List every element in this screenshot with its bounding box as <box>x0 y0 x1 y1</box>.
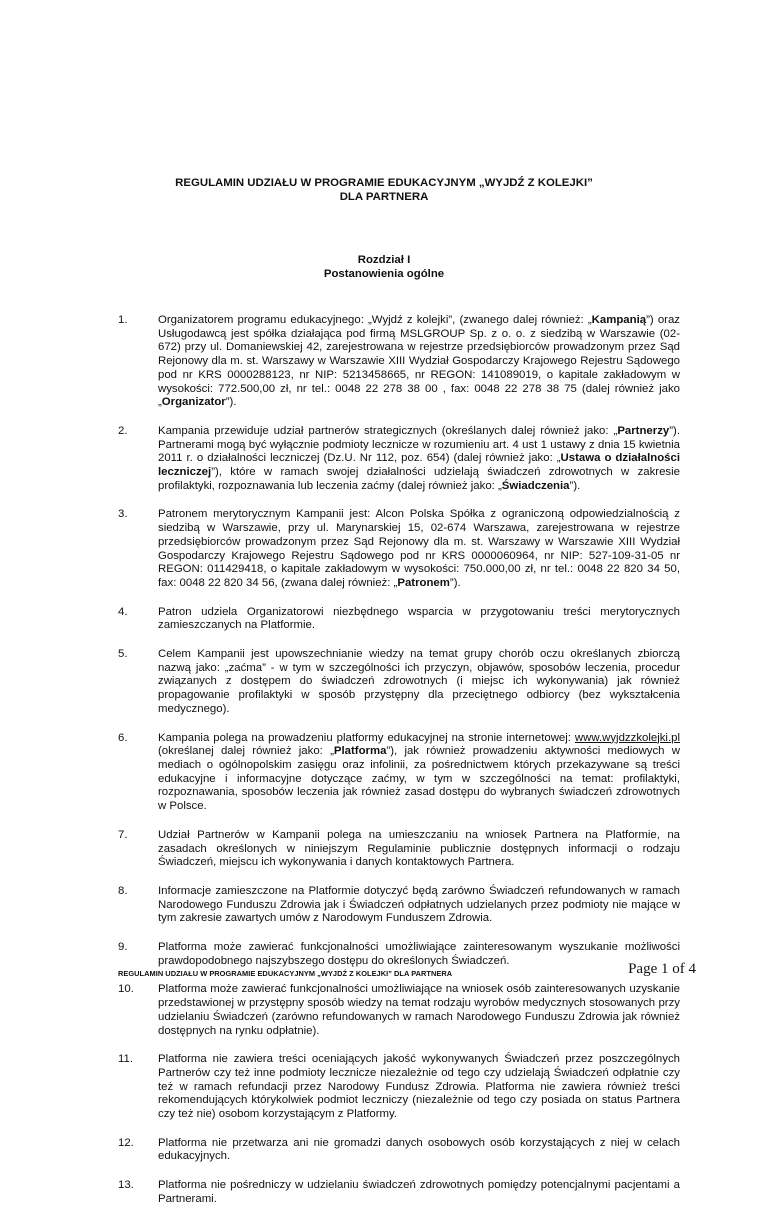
text-segment: ”), jak również prowadzeniu aktywności mediowych w mediach o ogólnopolskim zasięgu oraz infolinii, za pośrednictwem których przekazywane są treści edukacyjne i informacyjne dotyczące zaćmy, w tym w szczególności na temat: profilaktyki, rozpoznawania, sposobów leczenia jak również zasad dostępu do wybranych świadczeń zdrowotnych w Polsce. <box>158 745 680 813</box>
page-footer <box>0 961 768 983</box>
item-text <box>158 1137 680 1163</box>
item-number: 10. <box>118 983 134 996</box>
list-item <box>0 1179 768 1206</box>
footer-document-title: REGULAMIN UDZIAŁU W PROGRAMIE EDUKACYJNYM „WYJDŹ Z KOLEJKI” DLA PARTNERA <box>118 969 453 978</box>
list-item <box>0 314 768 410</box>
defined-term: Platforma <box>333 745 387 758</box>
defined-term: Partnerzy <box>617 424 670 437</box>
defined-term: Świadczenia <box>501 479 570 492</box>
text-segment: ”). <box>225 396 237 409</box>
item-number: 13. <box>118 1179 134 1192</box>
item-text <box>158 425 680 492</box>
text-segment: Kampania polega na prowadzeniu platformy edukacyjnej na stronie internetowej: <box>158 731 575 744</box>
text-segment: ”). <box>449 576 461 589</box>
item-text <box>158 508 680 589</box>
chapter-heading <box>0 253 768 281</box>
item-number: 5. <box>118 648 128 661</box>
provisions-list <box>0 314 768 1222</box>
website-link[interactable]: www.wyjdzzkolejki.pl <box>574 731 680 744</box>
item-number: 3. <box>118 508 128 521</box>
item-number: 12. <box>118 1136 134 1149</box>
defined-term: Ustawa o działalności leczniczej <box>158 452 680 479</box>
text-segment: Kampania przewiduje udział partnerów strategicznych (określanych dalej również jako: „ <box>158 424 618 437</box>
text-segment: Informacje zamieszczone na Platformie dotyczyć będą zarówno Świadczeń refundowanych w ramach Narodowego Funduszu Zdrowia jak i Świadczeń odpłatnych udzielanych przez podmioty nie mające w tym zakresie zawartych umów z Narodowym Funduszem Zdrowia. <box>158 884 680 925</box>
item-number: 1. <box>118 314 128 326</box>
text-segment: (określanej dalej również jako: „ <box>158 745 334 758</box>
page-number: Page 1 of 4 <box>628 961 696 977</box>
text-segment: Patronem merytorycznym Kampanii jest: Alcon Polska Spółka z ograniczoną odpowiedzialnością z siedzibą w Warszawie, przy ul. Marynarskiej 15, 02-674 Warszawa, zarejestrowana w rejestrze przedsiębiorców prowadzonym przez Sąd Rejonowy dla m. st. Warszawy w Warszawie XIII Wydział Gospodarczy Krajowego Rejestru Sądowego pod nr KRS 0000060964, nr NIP: 527-109-31-05 nr REGON: 011429418, o kapitale zakładowym w wysokości: 750.000,00 zł, nr tel.: 0048 22 820 34 50, fax: 0048 22 820 34 56, (zwana dalej również: „ <box>158 508 680 589</box>
item-number: 6. <box>118 731 128 744</box>
list-item <box>0 425 768 494</box>
item-number: 9. <box>118 941 128 954</box>
list-item <box>0 1137 768 1164</box>
item-text <box>158 983 680 1036</box>
title-line-2: DLA PARTNERA <box>339 191 429 203</box>
item-text <box>158 732 680 813</box>
item-number: 8. <box>118 884 128 897</box>
list-item <box>0 606 768 633</box>
item-text <box>158 885 680 924</box>
list-item <box>0 508 768 590</box>
text-segment: Platforma nie zawiera treści oceniających jakość wykonywanych Świadczeń przez poszczególnych Partnerów czy też inne podmioty lecznicze niezależnie od tego czy udzielają Świadczeń odpłatnie czy też w ramach refundacji przez Narodowy Fundusz Zdrowia. Platforma nie zawiera również treści rekomendujących którykolwiek podmiot leczniczy (niezależnie od tego czy posiada on status Partnera czy też nie) osobom korzystającym z Platformy. <box>158 1053 680 1121</box>
text-segment: ”). <box>569 479 581 492</box>
text-segment: Platforma może zawierać funkcjonalności umożliwiające zainteresowanym wyszukanie możliwości prawdopodobnego najszybszego dostępu do określonych Świadczeń. <box>158 941 680 967</box>
item-text <box>158 1179 680 1205</box>
defined-term: Patronem <box>397 576 450 589</box>
text-segment: ”), które w ramach swojej działalności udzielają świadczeń zdrowotnych w zakresie profilaktyki, rozpoznawania lub leczenia zaćmy (dalej również jako: „ <box>158 466 680 492</box>
text-segment: Patron udziela Organizatorowi niezbędnego wsparcia w przygotowaniu treści merytorycznych zamieszczanych na Platformie. <box>158 605 680 632</box>
defined-term: Kampanią <box>591 314 647 326</box>
text-segment: Platforma nie pośredniczy w udzielaniu świadczeń zdrowotnych pomiędzy potencjalnymi pacjentami a Partnerami. <box>158 1179 680 1205</box>
chapter-title: Postanowienia ogólne <box>323 268 445 280</box>
text-segment: ”) oraz Usługodawcą jest spółka działająca pod firmą MSLGROUP Sp. z o. o. z siedzibą w Warszawie (02-672) przy ul. Domaniewskiej 42, zarejestrowana w rejestrze przedsiębiorców prowadzonym przez Sąd Rejonowy dla m. st. Warszawy w Warszawie XIII Wydział Gospodarczy Krajowego Rejestru Sądowego pod nr KRS 0000288123, nr NIP: 5213458665, nr REGON: 141089019, o kapitale zakładowym w wysokości: 772.500,00 zł, nr tel.: 0048 22 278 38 00 , fax: 0048 22 278 38 75 (dalej również jako „ <box>158 314 680 409</box>
item-number: 7. <box>118 828 128 841</box>
list-item <box>0 885 768 926</box>
list-item <box>0 983 768 1038</box>
text-segment: Udział Partnerów w Kampanii polega na umieszczaniu na wniosek Partnera na Platformie, na zasadach określonych w niniejszym Regulaminie publicznie dostępnych informacji o rodzaju Świadczeń, miejscu ich wykonywania i danych kontaktowych Partnera. <box>158 828 680 869</box>
item-number: 2. <box>118 424 128 437</box>
list-item <box>0 732 768 814</box>
title-line-1: REGULAMIN UDZIAŁU W PROGRAMIE EDUKACYJNYM „WYJDŹ Z KOLEJKI” <box>175 177 593 189</box>
item-text <box>158 1053 680 1120</box>
item-number: 4. <box>118 605 128 618</box>
text-segment: ”). Partnerami mogą być wyłącznie podmioty lecznicze w rozumieniu art. 4 ust 1 ustawy z dnia 15 kwietnia 2011 r. o działalności leczniczej (Dz.U. Nr 112, poz. 654) (dalej również jako: „ <box>158 424 680 465</box>
text-segment: Celem Kampanii jest upowszechnianie wiedzy na temat grupy chorób oczu określanych zbiorczą nazwą jako: „zaćma” - w tym w szczególności ich przyczyn, objawów, sposobów leczenia, procedur związanych z dostępem do świadczeń zdrowotnych (i miejsc ich wykonywania) jak również propagowanie profilaktyki w sposób przystępny dla przeciętnego odbiorcy (bez wykształcenia medycznego). <box>158 648 680 715</box>
chapter-number: Rozdział I <box>357 254 411 266</box>
document-title <box>0 176 768 204</box>
text-segment: Platforma może zawierać funkcjonalności umożliwiające na wniosek osób zainteresowanych uzyskanie przedstawionej w przystępny sposób wiedzy na temat rodzaju wyrobów medycznych stosowanych przy udzielaniu Świadczeń (zarówno refundowanych w ramach Narodowego Funduszu Zdrowia jak również dostępnych na rynku odpłatnie). <box>158 983 680 1037</box>
item-text <box>158 606 680 632</box>
text-segment: Organizatorem programu edukacyjnego: „Wyjdź z kolejki”, (zwanego dalej również: „ <box>158 314 592 326</box>
item-text <box>158 648 680 715</box>
item-number: 11. <box>118 1053 133 1066</box>
list-item <box>0 829 768 870</box>
list-item <box>0 648 768 717</box>
defined-term: Organizator <box>161 396 226 409</box>
item-text <box>158 829 680 868</box>
list-item <box>0 1053 768 1122</box>
text-segment: Platforma nie przetwarza ani nie gromadzi danych osobowych osób korzystających z niej w celach edukacyjnych. <box>158 1136 680 1163</box>
item-text <box>158 314 680 408</box>
